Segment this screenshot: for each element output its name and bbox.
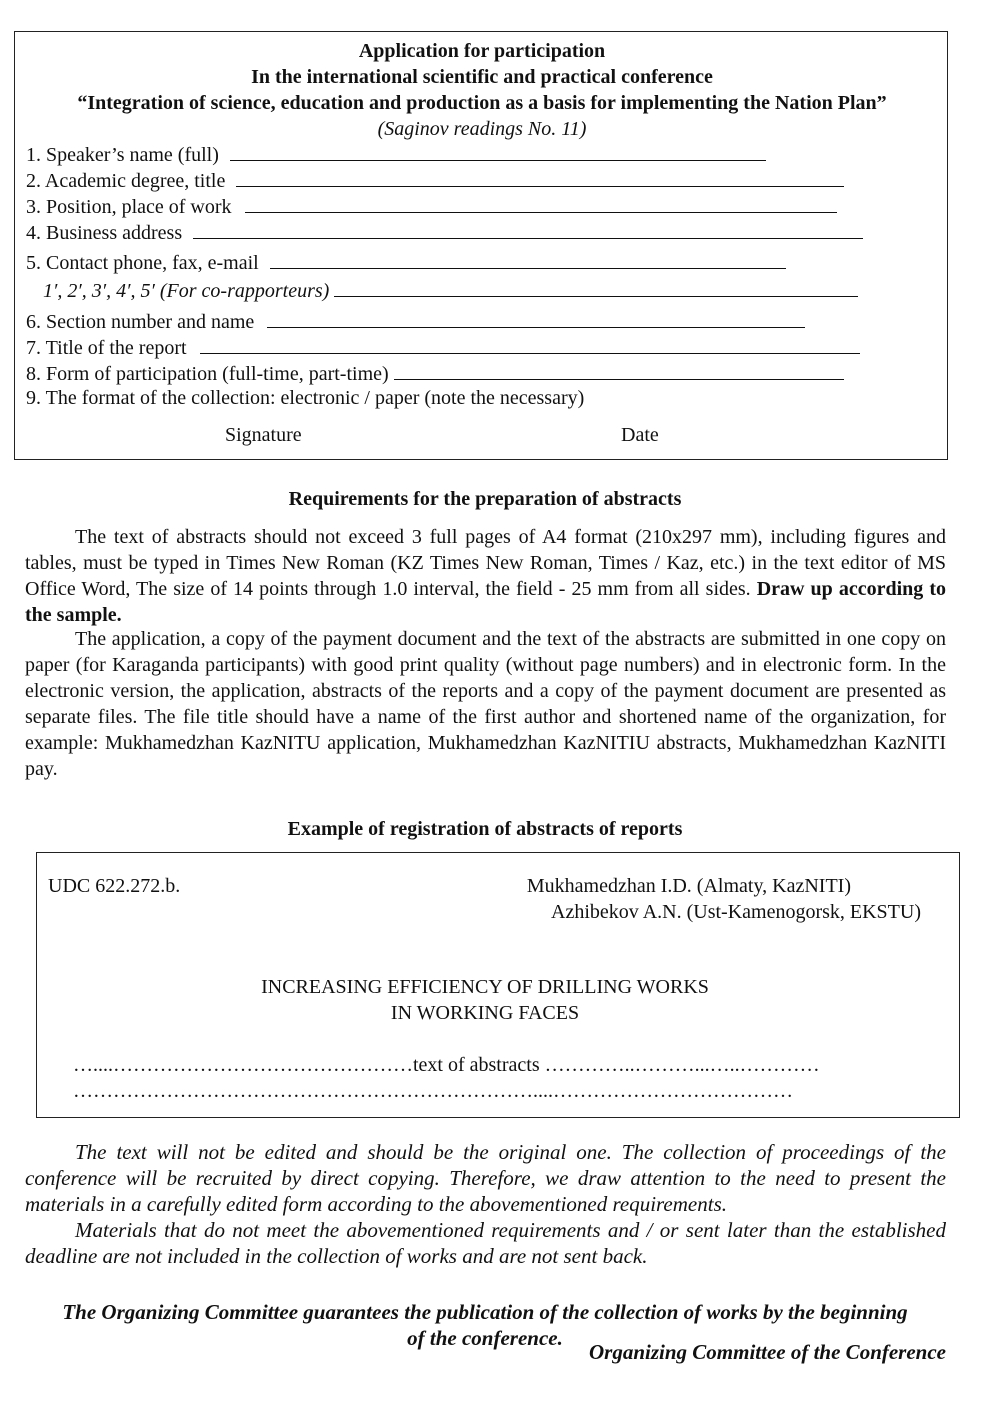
input-line	[193, 218, 863, 239]
application-form	[14, 31, 948, 460]
field-label: 1′, 2′, 3′, 4′, 5′ (For co-rapporteurs)	[43, 280, 330, 302]
requirements-emphasis: Draw up according to the sample.	[25, 578, 947, 626]
sample-title-line-2: IN WORKING FACES	[390, 1002, 580, 1024]
signoff: Organizing Committee of the Conference	[589, 1340, 946, 1364]
field-label: 8. Form of participation (full-time, part-time)	[26, 363, 389, 385]
form-title-line-1: Application for participation	[358, 40, 606, 62]
field-label: 7. Title of the report	[26, 337, 187, 359]
form-subtitle: (Saginov readings No. 11)	[377, 118, 587, 140]
sample-text-placeholder-1: …....………………………………………text of abstracts …………..………...…..…………	[73, 1054, 820, 1076]
input-line	[230, 140, 766, 161]
field-label: 4. Business address	[26, 222, 183, 244]
requirements-text: The text of abstracts should not exceed 3 full pages of A4 format (210x297 mm), including figures and tables, must be typed in Times New Roman (KZ Times New Roman, Times / Kaz, etc.) in the text editor of MS Office Word, The size of 14 points through 1.0 interval, the field - 25 mm from all sides.	[25, 526, 946, 600]
input-line	[267, 307, 805, 328]
input-line	[245, 192, 837, 213]
field-label: 1. Speaker’s name (full)	[26, 144, 219, 166]
input-line	[394, 359, 844, 380]
field-label: 2. Academic degree, title	[26, 170, 226, 192]
field-co-rapporteurs	[43, 276, 858, 304]
form-title-line-2: In the international scientific and practical conference	[251, 66, 713, 88]
field-section	[26, 307, 805, 335]
field-label: 5. Contact phone, fax, e-mail	[26, 252, 259, 274]
author-1: Mukhamedzhan I.D. (Almaty, KazNITI)	[526, 875, 851, 897]
signature-label: Signature	[225, 424, 302, 446]
notes-paragraph-1: The text will not be edited and should be the original one. The collection of proceedings of the conference will be recruited by direct copying. Therefore, we draw attention to the need to present the materials in a carefully edited form according to the abovementioned requirements.	[25, 1140, 946, 1216]
input-line	[236, 166, 844, 187]
sample-text-placeholder-2: ……………………………………………………………....………………………………	[73, 1080, 793, 1102]
date-label: Date	[621, 424, 659, 446]
form-title-line-3: “Integration of science, education and production as a basis for implementing the Nation Plan”	[77, 92, 887, 114]
field-position	[26, 192, 837, 220]
sample-title-line-1: INCREASING EFFICIENCY OF DRILLING WORKS	[261, 976, 709, 998]
guarantee-line-2: of the conference.	[407, 1326, 563, 1350]
field-speaker-name	[26, 140, 766, 168]
requirements-heading: Requirements for the preparation of abstracts	[288, 488, 682, 510]
requirements-paragraph-1	[25, 524, 946, 628]
field-contact	[26, 248, 786, 276]
field-label: 6. Section number and name	[26, 311, 255, 333]
field-collection-format: 9. The format of the collection: electronic / paper (note the necessary)	[26, 387, 585, 409]
guarantee-line-1: The Organizing Committee guarantees the publication of the collection of works by the beginning	[62, 1300, 908, 1324]
requirements-paragraph-2: The application, a copy of the payment document and the text of the abstracts are submitted in one copy on paper (for Karaganda participants) with good print quality (without page numbers) and in electronic form. In the electronic version, the application, abstracts of the reports and a copy of the payment document are presented as separate files. The file title should have a name of the first author and shortened name of the organization, for example: Mukhamedzhan KazNITU application, Mukhamedzhan KazNITIU abstracts, Mukhamedzhan KazNITI pay.	[25, 628, 946, 780]
example-heading: Example of registration of abstracts of reports	[287, 818, 683, 840]
field-report-title	[26, 333, 860, 361]
field-label: 3. Position, place of work	[26, 196, 232, 218]
field-academic-degree	[26, 166, 844, 194]
field-business-address	[26, 218, 863, 246]
input-line	[270, 248, 786, 269]
notes-paragraph-2: Materials that do not meet the abovementioned requirements and / or sent later than the established deadline are not included in the collection of works and are not sent back.	[25, 1218, 946, 1268]
example-box	[36, 852, 960, 1118]
udc-code: UDC 622.272.b.	[48, 875, 181, 897]
author-2: Azhibekov A.N. (Ust-Kamenogorsk, EKSTU)	[551, 901, 921, 923]
field-form-participation	[26, 359, 844, 387]
input-line	[334, 276, 858, 297]
input-line	[200, 333, 860, 354]
